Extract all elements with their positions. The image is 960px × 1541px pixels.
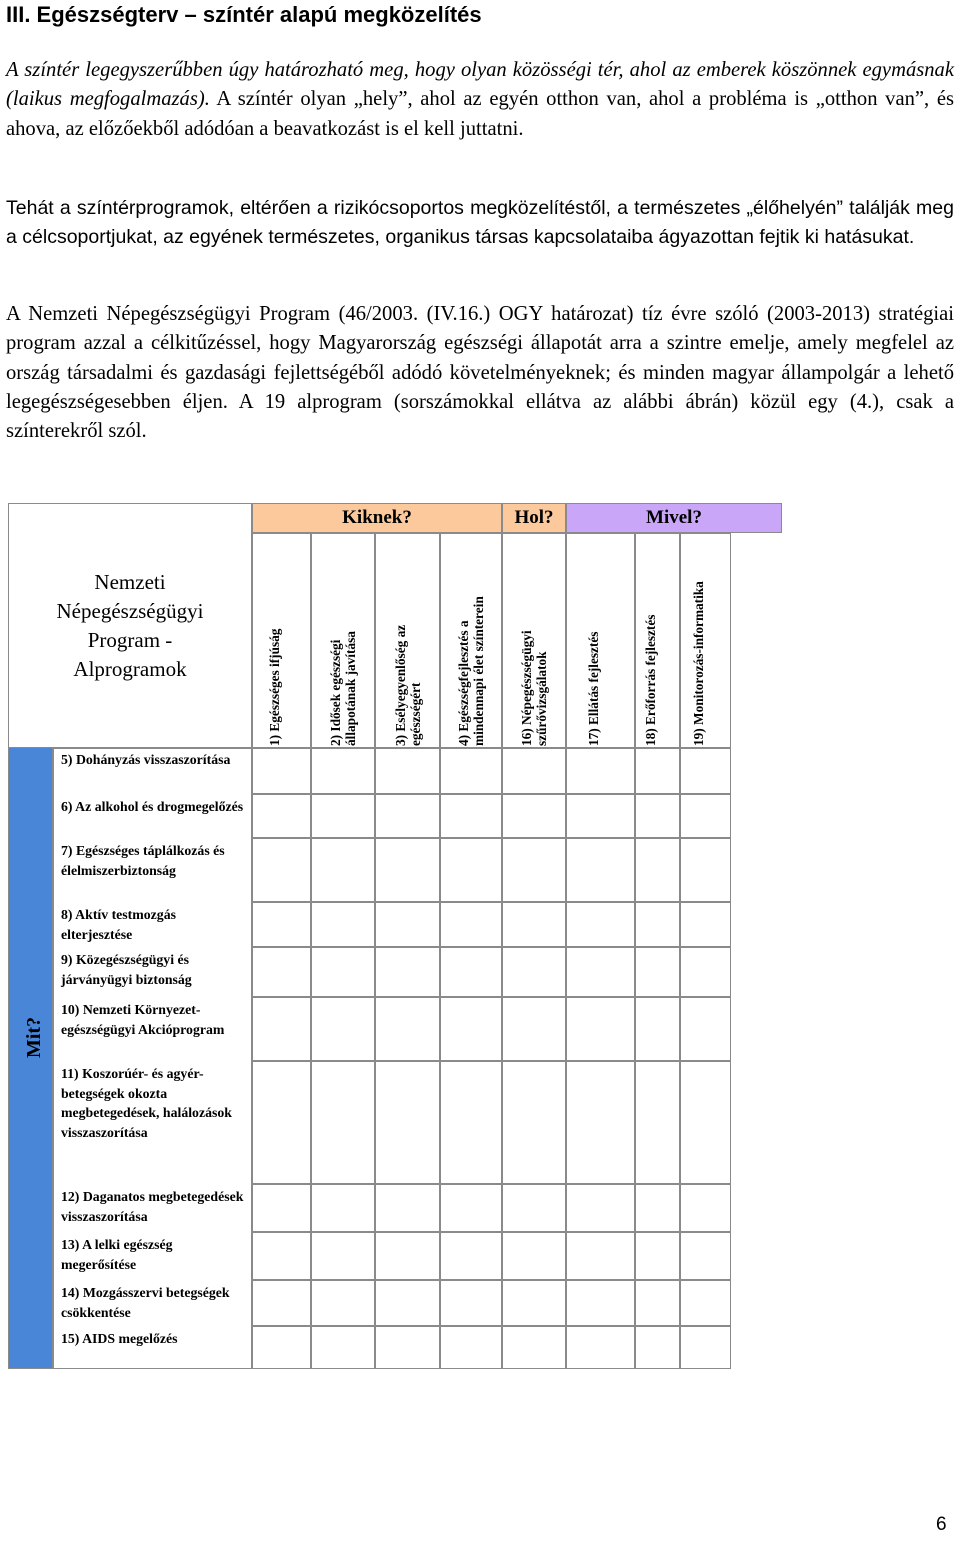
row-label: 12) Daganatos megbetegedések visszaszorítása	[61, 1189, 244, 1224]
row-label: 7) Egészséges táplálkozás és élelmiszerbiztonság	[61, 843, 225, 878]
matrix-cell	[311, 997, 375, 1061]
column-header-label: 3) Esélyegyenlőség az egészségért	[392, 624, 423, 746]
matrix-cell	[635, 902, 680, 947]
matrix-cell	[635, 748, 680, 794]
matrix-cell	[680, 1061, 731, 1184]
matrix-cell	[375, 1232, 440, 1280]
matrix-cell	[566, 1184, 635, 1232]
matrix-cell	[252, 947, 311, 997]
column-header-label: 2) Idősek egészségi állapotának javítása	[328, 631, 358, 746]
matrix-cell	[635, 1280, 680, 1326]
matrix-cell	[440, 794, 502, 838]
matrix-cell	[440, 1061, 502, 1184]
column-header-label: 19) Monitorozás-informatika	[690, 581, 706, 746]
matrix-cell	[440, 1184, 502, 1232]
table-corner-cell	[8, 503, 252, 748]
matrix-cell	[311, 794, 375, 838]
matrix-cell	[375, 794, 440, 838]
matrix-cell	[502, 838, 566, 902]
matrix-cell	[566, 1232, 635, 1280]
paragraph-1	[6, 56, 954, 144]
matrix-cell	[566, 1061, 635, 1184]
matrix-cell	[375, 947, 440, 997]
row-label: 13) A lelki egészség megerősítése	[61, 1237, 173, 1272]
subprogram-matrix-table	[8, 503, 782, 1369]
column-header-cell	[375, 533, 440, 748]
matrix-cell	[502, 1184, 566, 1232]
matrix-cell	[635, 838, 680, 902]
table-corner-title: Nemzeti Népegészségügyi Program - Alprogramok	[56, 569, 204, 681]
matrix-cell	[502, 997, 566, 1061]
matrix-cell	[375, 902, 440, 947]
matrix-cell	[566, 794, 635, 838]
row-label: 8) Aktív testmozgás elterjesztése	[61, 907, 176, 942]
matrix-cell	[635, 947, 680, 997]
matrix-cell	[680, 748, 731, 794]
matrix-cell	[311, 1184, 375, 1232]
row-label: 5) Dohányzás visszaszorítása	[61, 752, 231, 767]
header-kiknek: Kiknek?	[252, 503, 502, 533]
matrix-cell	[252, 748, 311, 794]
row-label: 10) Nemzeti Környezet-egészségügyi Akcióprogram	[61, 1002, 225, 1037]
matrix-cell	[311, 902, 375, 947]
matrix-cell	[375, 1326, 440, 1369]
column-header-label: 18) Erőforrás fejlesztés	[642, 614, 658, 746]
matrix-cell	[680, 794, 731, 838]
row-label: 6) Az alkohol és drogmegelőzés	[61, 799, 244, 814]
matrix-cell	[440, 1232, 502, 1280]
matrix-cell	[440, 902, 502, 947]
matrix-cell	[502, 947, 566, 997]
matrix-cell	[252, 1184, 311, 1232]
row-label: 15) AIDS megelőzés	[61, 1331, 178, 1346]
matrix-cell	[252, 997, 311, 1061]
matrix-cell	[566, 997, 635, 1061]
matrix-cell	[680, 997, 731, 1061]
column-header-cell	[252, 533, 311, 748]
matrix-cell	[566, 748, 635, 794]
matrix-cell	[311, 1280, 375, 1326]
matrix-cell	[252, 1280, 311, 1326]
paragraph-3: A Nemzeti Népegészségügyi Program (46/2003. (IV.16.) OGY határozat) tíz évre szóló (2003-2013) stratégiai program azzal a célkitűzéssel, hogy Magyarország egészségi állapotát arra a szintre emelje, amely megfelel az ország társadalmi és gazdasági fejlettségéből adódó követelményeknek; és minden magyar állampolgár a lehető legegészségesebben éljen. A 19 alprogram (sorszámokkal ellátva az alábbi ábrán) közül egy (4.), csak a színterekről szól.	[6, 303, 954, 443]
matrix-cell	[566, 1280, 635, 1326]
matrix-cell	[566, 902, 635, 947]
matrix-cell	[375, 838, 440, 902]
matrix-cell	[680, 902, 731, 947]
matrix-cell	[635, 1232, 680, 1280]
header-hol: Hol?	[502, 503, 566, 533]
matrix-cell	[635, 1184, 680, 1232]
matrix-cell	[502, 794, 566, 838]
matrix-cell	[502, 1061, 566, 1184]
matrix-cell	[311, 1232, 375, 1280]
matrix-cell	[375, 1184, 440, 1232]
matrix-cell	[311, 838, 375, 902]
matrix-cell	[440, 838, 502, 902]
row-label: 14) Mozgásszervi betegségek csökkentése	[61, 1285, 230, 1320]
paragraph-2: Tehát a színtérprogramok, eltérően a rizikócsoportos megközelítéstől, a természetes „élőhelyén” találják meg a célcsoportjukat, az egyének természetes, organikus társas kapcsolataiba ágyazottan fejtik ki hatásukat.	[6, 197, 954, 249]
matrix-cell	[252, 902, 311, 947]
header-mivel: Mivel?	[566, 503, 782, 533]
matrix-cell	[440, 997, 502, 1061]
column-header-cell	[680, 533, 731, 748]
matrix-cell	[680, 947, 731, 997]
matrix-cell	[635, 1326, 680, 1369]
matrix-cell	[680, 1326, 731, 1369]
matrix-cell	[252, 1232, 311, 1280]
matrix-cell	[252, 794, 311, 838]
matrix-cell	[680, 1184, 731, 1232]
matrix-cell	[440, 947, 502, 997]
matrix-cell	[680, 1280, 731, 1326]
matrix-cell	[252, 1326, 311, 1369]
column-header-cell	[311, 533, 375, 748]
matrix-cell	[635, 997, 680, 1061]
column-header-cell	[502, 533, 566, 748]
matrix-cell	[566, 1326, 635, 1369]
matrix-cell	[440, 1280, 502, 1326]
matrix-cell	[502, 748, 566, 794]
page-number: 6	[936, 1514, 947, 1535]
matrix-cell	[502, 1232, 566, 1280]
matrix-cell	[440, 748, 502, 794]
mit-group-cell	[8, 747, 53, 1369]
matrix-cell	[502, 1326, 566, 1369]
matrix-cell	[311, 1326, 375, 1369]
matrix-cell	[680, 838, 731, 902]
matrix-cell	[311, 947, 375, 997]
row-label: 9) Közegészségügyi és járványügyi biztonság	[61, 952, 192, 987]
paragraph-1-rest: A színtér olyan „hely”, ahol az egyén otthon van, ahol a probléma is „otthon van”, és ahova, az előzőekből adódóan a beavatkozást is el kell juttatni.	[6, 88, 954, 140]
column-header-label: 4) Egészségfejlesztés a mindennapi élet színterein	[456, 596, 486, 746]
row-label: 11) Koszorúér- és agyér-betegségek okozta megbetegedések, halálozások visszaszorítása	[61, 1066, 232, 1140]
section-heading: III. Egészségterv – színtér alapú megközelítés	[6, 2, 482, 27]
matrix-cell	[375, 997, 440, 1061]
matrix-cell	[566, 838, 635, 902]
mit-label: Mit?	[23, 1016, 45, 1058]
column-header-cell	[566, 533, 635, 748]
matrix-cell	[311, 748, 375, 794]
matrix-cell	[502, 1280, 566, 1326]
matrix-cell	[375, 1061, 440, 1184]
matrix-cell	[311, 1061, 375, 1184]
matrix-cell	[375, 748, 440, 794]
matrix-cell	[635, 794, 680, 838]
column-header-label: 17) Ellátás fejlesztés	[585, 631, 601, 746]
matrix-cell	[440, 1326, 502, 1369]
column-header-label: 16) Népegészségügyi szűrővizsgálatok	[519, 630, 549, 746]
matrix-cell	[252, 1061, 311, 1184]
column-header-label: 1) Egészséges ifjúság	[266, 628, 282, 746]
matrix-cell	[680, 1232, 731, 1280]
matrix-cell	[252, 838, 311, 902]
matrix-cell	[635, 1061, 680, 1184]
column-header-cell	[635, 533, 680, 748]
matrix-cell	[375, 1280, 440, 1326]
paragraph-1-italic: A színtér legegyszerűbben úgy határozható meg, hogy olyan közösségi tér, ahol az emberek köszönnek egymásnak (laikus megfogalmazás).	[6, 59, 954, 111]
matrix-cell	[502, 902, 566, 947]
matrix-cell	[566, 947, 635, 997]
column-header-cell	[440, 533, 502, 748]
